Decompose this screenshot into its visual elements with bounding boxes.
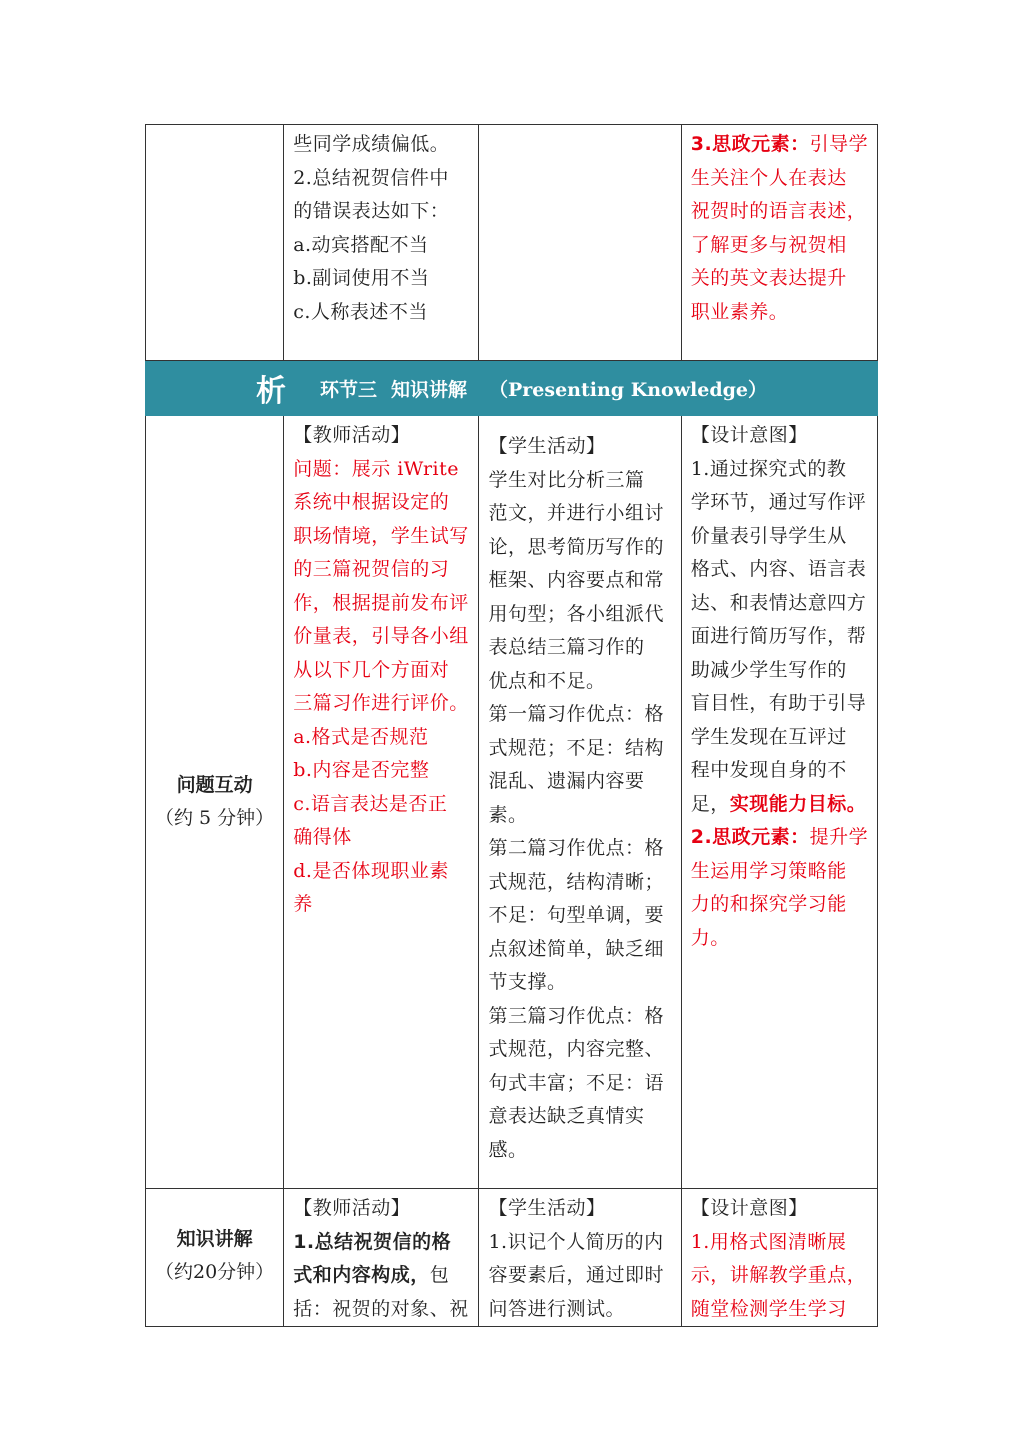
table-row — [146, 416, 878, 1189]
text-line: b.内容是否完整 — [293, 759, 430, 781]
text-line: 生关注个人在表达 — [690, 166, 847, 189]
text-line: 祝贺时的语言表述， — [690, 200, 867, 222]
text-line: d.是否体现职业素 — [293, 859, 449, 882]
ideology-element-label: 2.思政元素： — [690, 826, 810, 848]
design-intent-text — [682, 1189, 877, 1326]
design-intent-cell — [681, 416, 877, 1189]
text-line: 范文，并进行小组讨 — [488, 502, 664, 524]
lesson-plan-table — [145, 124, 878, 1327]
text-line: 问答进行测试。 — [488, 1297, 625, 1320]
section-banner-cell — [146, 361, 878, 416]
text-line: 式规范，内容完整、 — [488, 1038, 664, 1060]
text-line: 第三篇习作优点：格 — [488, 1004, 664, 1027]
teacher-activity-cell — [284, 416, 479, 1189]
text-line: 1.识记个人简历的内 — [488, 1230, 664, 1253]
text-line: 助减少学生写作的 — [690, 658, 847, 681]
text-line: 些同学成绩偏低。 — [293, 133, 450, 155]
text-line: 面进行简历写作，帮 — [690, 625, 867, 647]
text-line: 第一篇习作优点：格 — [488, 703, 664, 725]
text-line: 不足：句型单调，要 — [488, 904, 664, 926]
text-line: 了解更多与祝贺相 — [690, 233, 847, 256]
student-activity-text — [479, 416, 680, 1167]
student-activity-cell — [479, 416, 681, 1189]
text-line: 程中发现自身的不 — [690, 759, 847, 781]
text-line: 容要素后，通过即时 — [488, 1264, 664, 1286]
student-activity-cell — [479, 125, 681, 361]
text-line: a.动宾搭配不当 — [293, 233, 429, 256]
ability-goal: 实现能力目标。 — [729, 792, 867, 815]
text-line: 系统中根据设定的 — [293, 491, 450, 513]
design-intent-text — [682, 125, 877, 329]
stage-label-cell — [146, 1189, 284, 1327]
section-title: 知识讲解 — [390, 378, 467, 401]
text-line: 句式丰富；不足：语 — [488, 1071, 664, 1094]
text-line: 三篇习作进行评价。 — [293, 692, 469, 714]
text-line: c.语言表达是否正 — [293, 792, 448, 815]
student-activity-header: 【学生活动】 — [488, 1197, 606, 1219]
text-line: 职业素养。 — [690, 300, 789, 323]
empty-label-cell — [146, 125, 284, 361]
text-line: 随堂检测学生学习 — [690, 1297, 847, 1320]
text-line: c.人称表述不当 — [293, 300, 428, 323]
teacher-activity-cell — [284, 125, 479, 361]
text-line: 感。 — [488, 1138, 528, 1161]
text-line: 格式、内容、语言表 — [690, 558, 867, 580]
text-line: 生运用学习策略能 — [690, 859, 847, 882]
section-step: 环节三 — [319, 378, 377, 401]
text-line: 的三篇祝贺信的习 — [293, 558, 450, 580]
text-line: 混乱、遗漏内容要 — [488, 770, 645, 792]
ideology-element-label: 3.思政元素： — [690, 133, 810, 155]
table-row — [146, 125, 878, 361]
student-activity-text — [479, 1189, 680, 1326]
text-line: 学生对比分析三篇 — [488, 468, 645, 491]
student-activity-header: 【学生活动】 — [488, 435, 606, 457]
text-line: 问题：展示 iWrite — [293, 457, 460, 480]
text-line: 框架、内容要点和常 — [488, 569, 664, 591]
section-banner — [146, 361, 878, 416]
teacher-activity-header: 【教师活动】 — [293, 424, 411, 446]
text-line: 引导学 — [809, 133, 869, 155]
stage-label-cell — [146, 416, 284, 1189]
text-line: 意表达缺乏真情实 — [488, 1105, 645, 1127]
stage-label: 知识讲解 — [176, 1228, 253, 1250]
text-line: 第二篇习作优点：格 — [488, 837, 664, 859]
teacher-activity-cell — [284, 1189, 479, 1327]
text-line: 式规范，结构清晰； — [488, 870, 664, 893]
text-line: 达、和表情达意四方 — [690, 591, 867, 614]
design-intent-header: 【设计意图】 — [690, 1197, 808, 1219]
text-line: 提升学 — [809, 826, 869, 848]
table-row — [146, 1189, 878, 1327]
text-line: 的错误表达如下： — [293, 200, 450, 222]
text-line: 养 — [293, 893, 313, 915]
text-line: 从以下几个方面对 — [293, 658, 450, 681]
text-line: 关的英文表达提升 — [690, 267, 847, 289]
design-intent-header: 【设计意图】 — [690, 424, 808, 446]
section-english-title: （Presenting Knowledge） — [489, 378, 768, 401]
text-line: 力的和探究学习能 — [690, 893, 847, 915]
design-intent-text: 【设计意图】 1.通过探究式的教 学环节，通过写作评 价量表引导学生从 格式、内容、语言表 达、和表情达意四方 面进行简历写作，帮 助减少学生写作的 盲目性，有助于引导 学生发现在互评过 程中发现自身的不 足，实现能力目标。 2.思政元素：提升学 生运用学习策略能 力的和探究学习能 力。 — [682, 416, 877, 955]
section-char: 析 — [255, 374, 286, 409]
student-activity-cell — [479, 1189, 681, 1327]
text-line: 作，根据提前发布评 — [293, 591, 469, 614]
text-line: 1.用格式图清晰展 — [690, 1230, 847, 1253]
text-line: 式规范；不足：结构 — [488, 736, 664, 759]
text-line: 力。 — [690, 926, 730, 949]
text-line: 职场情境，学生试写 — [293, 524, 469, 547]
text-line: 1.通过探究式的教 — [690, 457, 847, 480]
teacher-activity-text: 【教师活动】 1.总结祝贺信的格 式和内容构成，包 括：祝贺的对象、祝 — [284, 1189, 478, 1326]
text-line: 用句型；各小组派代 — [488, 602, 664, 625]
stage-label: 问题互动 — [176, 774, 253, 796]
text-line: 2.总结祝贺信件中 — [293, 166, 449, 189]
teacher-activity-text — [284, 125, 478, 329]
text-line: 确得体 — [293, 826, 352, 848]
text-line: 表总结三篇习作的 — [488, 636, 645, 658]
text-line: 学环节，通过写作评 — [690, 491, 867, 513]
text-line: 优点和不足。 — [488, 669, 606, 692]
text-line: 素。 — [488, 803, 528, 826]
text-line: 论，思考简历写作的 — [488, 535, 664, 558]
stage-duration: （约 5 分钟） — [155, 807, 275, 829]
text-line: 学生发现在互评过 — [690, 725, 847, 748]
text-line: 节支撑。 — [488, 971, 567, 993]
text-line: b.副词使用不当 — [293, 267, 430, 289]
text-line: a.格式是否规范 — [293, 725, 429, 748]
text-line: 示，讲解教学重点， — [690, 1264, 867, 1286]
text-line: 价量表，引导各小组 — [293, 625, 469, 647]
text-line: 点叙述简单，缺乏细 — [488, 937, 664, 960]
teacher-activity-text — [284, 416, 478, 922]
text-line: 盲目性，有助于引导 — [690, 692, 867, 714]
text-line: 价量表引导学生从 — [690, 524, 847, 547]
teacher-activity-header: 【教师活动】 — [293, 1197, 411, 1219]
stage-duration: （约20分钟） — [155, 1261, 275, 1283]
design-intent-cell — [681, 1189, 877, 1327]
design-intent-cell — [681, 125, 877, 361]
